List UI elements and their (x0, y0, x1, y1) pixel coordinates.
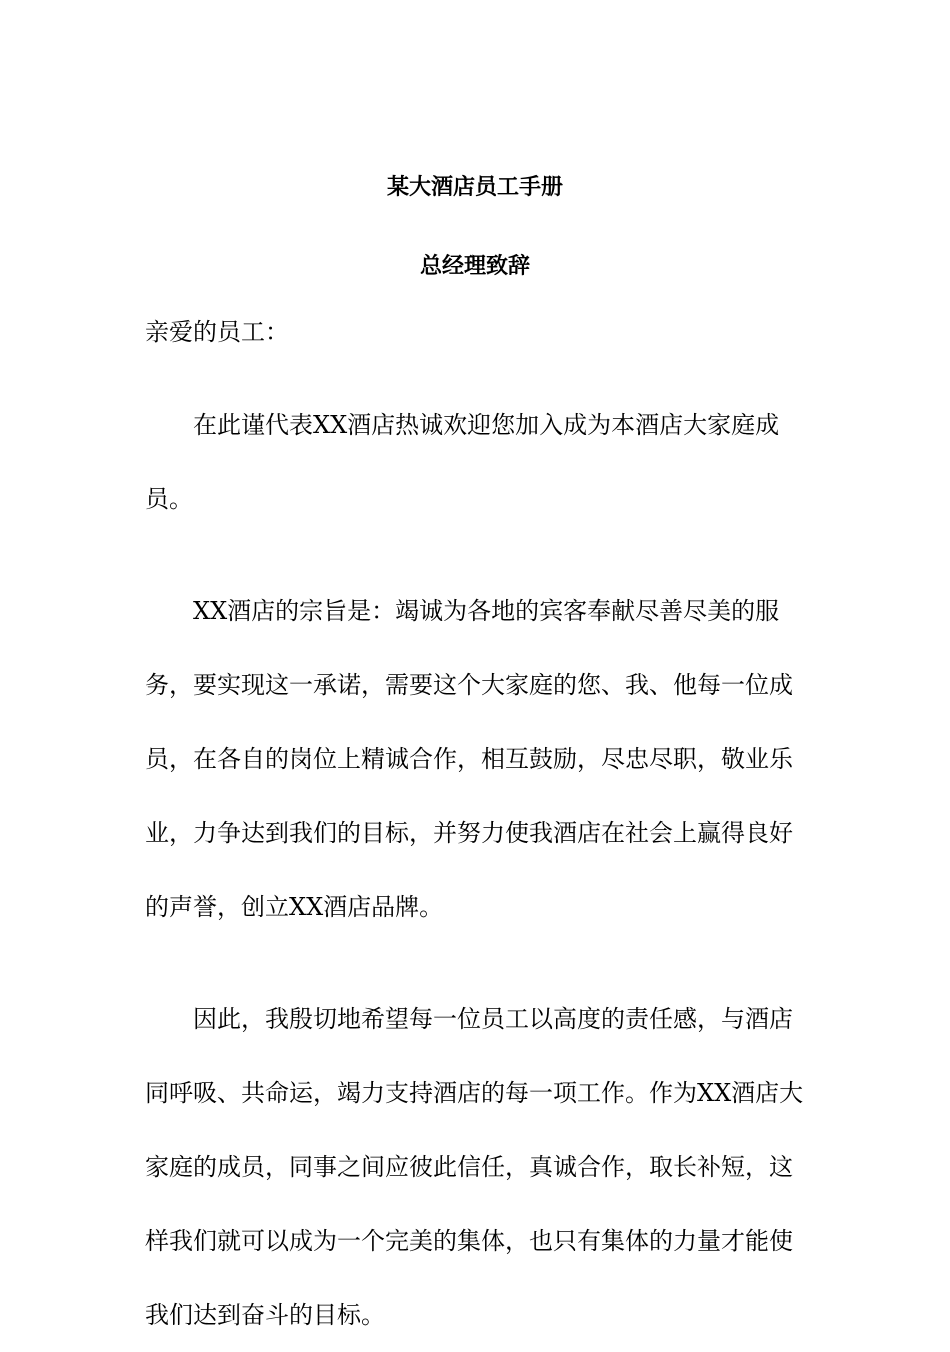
section-heading: 总经理致辞 (419, 254, 530, 279)
paragraph-expectation: 因此，我殷切地希望每一位员工以高度的责任感，与酒店同呼吸、共命运，竭力支持酒店的每一项工作。作为XX酒店大家庭的成员，同事之间应彼此信任，真诚合作，取长补短，这样我们就可以成为一个完美的集体，也只有集体的力量才能使我们达到奋斗的目标。 (145, 1005, 804, 1329)
letter-body (145, 314, 805, 1352)
paragraph-mission: XX酒店的宗旨是：竭诚为各地的宾客奉献尽善尽美的服务，要实现这一承诺，需要这个大家庭的您、我、他每一位成员，在各自的岗位上精诚合作，相互鼓励，尽忠尽职，敬业乐业，力争达到我们的目标，并努力使我酒店在社会上赢得良好的声誉，创立XX酒店品牌。 (145, 597, 793, 921)
document-title: 某大酒店员工手册 (386, 175, 563, 200)
salutation: 亲爱的员工： (145, 318, 289, 346)
paragraph-welcome: 在此谨代表XX酒店热诚欢迎您加入成为本酒店大家庭成员。 (145, 411, 780, 513)
